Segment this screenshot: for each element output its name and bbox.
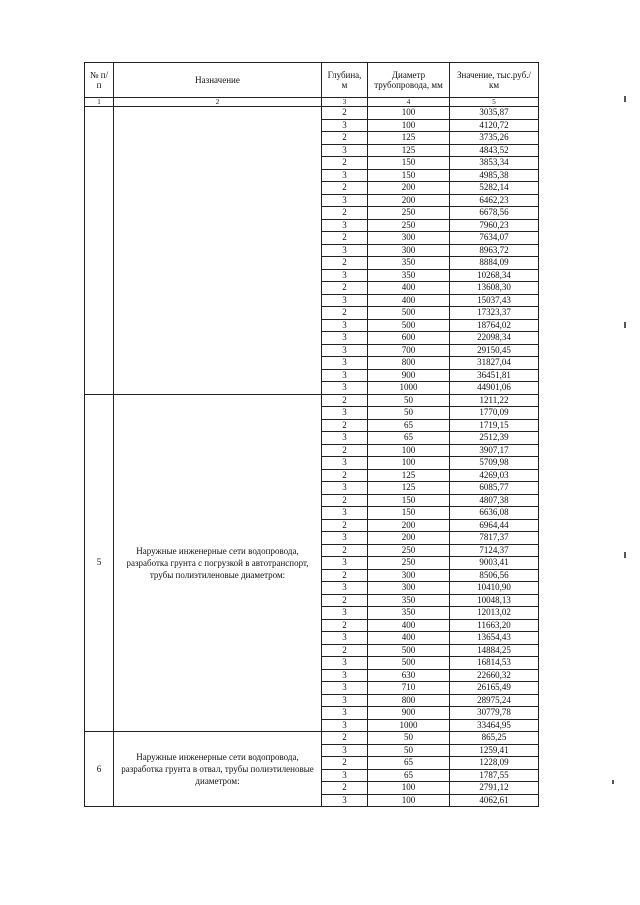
- diameter-cell: 65: [368, 432, 450, 445]
- diameter-cell: 500: [368, 319, 450, 332]
- depth-cell: 3: [322, 244, 368, 257]
- value-cell: 13608,30: [450, 282, 539, 295]
- header-number: № п/п: [85, 63, 114, 98]
- diameter-cell: 500: [368, 657, 450, 670]
- value-cell: 7960,23: [450, 219, 539, 232]
- depth-cell: 2: [322, 782, 368, 795]
- diameter-cell: 250: [368, 207, 450, 220]
- value-cell: 6462,23: [450, 194, 539, 207]
- diameter-cell: 350: [368, 607, 450, 620]
- value-cell: 17323,37: [450, 307, 539, 320]
- diameter-cell: 710: [368, 682, 450, 695]
- depth-cell: 3: [322, 532, 368, 545]
- value-cell: 16814,53: [450, 657, 539, 670]
- depth-cell: 2: [322, 207, 368, 220]
- depth-cell: 3: [322, 744, 368, 757]
- value-cell: 1770,09: [450, 407, 539, 420]
- diameter-cell: 900: [368, 707, 450, 720]
- diameter-cell: 350: [368, 594, 450, 607]
- diameter-cell: 300: [368, 569, 450, 582]
- diameter-cell: 125: [368, 132, 450, 145]
- depth-cell: 3: [322, 507, 368, 520]
- value-cell: 4807,38: [450, 494, 539, 507]
- diameter-cell: 50: [368, 394, 450, 407]
- depth-cell: 3: [322, 119, 368, 132]
- header-diameter: Диаметр трубопровода, мм: [368, 63, 450, 98]
- value-cell: 33464,95: [450, 719, 539, 732]
- diameter-cell: 350: [368, 269, 450, 282]
- depth-cell: 3: [322, 607, 368, 620]
- depth-cell: 3: [322, 657, 368, 670]
- diameter-cell: 100: [368, 457, 450, 470]
- value-cell: 7817,37: [450, 532, 539, 545]
- scan-mark: [624, 322, 626, 328]
- value-cell: 1211,22: [450, 394, 539, 407]
- diameter-cell: 125: [368, 482, 450, 495]
- header-value: Значение, тыс.руб./км: [450, 63, 539, 98]
- value-cell: 44901,06: [450, 382, 539, 395]
- diameter-cell: 350: [368, 257, 450, 270]
- depth-cell: 3: [322, 357, 368, 370]
- value-cell: 8963,72: [450, 244, 539, 257]
- depth-cell: 3: [322, 794, 368, 807]
- diameter-cell: 250: [368, 219, 450, 232]
- diameter-cell: 65: [368, 419, 450, 432]
- diameter-cell: 300: [368, 582, 450, 595]
- colnum-4: 4: [368, 98, 450, 107]
- table-row: [85, 732, 539, 745]
- depth-cell: 3: [322, 457, 368, 470]
- colnum-5: 5: [450, 98, 539, 107]
- value-cell: 2791,12: [450, 782, 539, 795]
- column-number-row: [85, 98, 539, 107]
- value-cell: 11663,20: [450, 619, 539, 632]
- depth-cell: 3: [322, 632, 368, 645]
- diameter-cell: 125: [368, 144, 450, 157]
- value-cell: 14884,25: [450, 644, 539, 657]
- diameter-cell: 150: [368, 169, 450, 182]
- value-cell: 1259,41: [450, 744, 539, 757]
- diameter-cell: 200: [368, 519, 450, 532]
- value-cell: 6964,44: [450, 519, 539, 532]
- depth-cell: 2: [322, 307, 368, 320]
- depth-cell: 3: [322, 369, 368, 382]
- depth-cell: 3: [322, 344, 368, 357]
- depth-cell: 3: [322, 669, 368, 682]
- diameter-cell: 800: [368, 357, 450, 370]
- depth-cell: 2: [322, 182, 368, 195]
- value-cell: 3735,26: [450, 132, 539, 145]
- depth-cell: 2: [322, 107, 368, 120]
- depth-cell: 3: [322, 382, 368, 395]
- diameter-cell: 100: [368, 794, 450, 807]
- value-cell: 6678,56: [450, 207, 539, 220]
- diameter-cell: 100: [368, 107, 450, 120]
- colnum-1: 1: [85, 98, 114, 107]
- table-row: [85, 394, 539, 407]
- depth-cell: 3: [322, 682, 368, 695]
- diameter-cell: 150: [368, 507, 450, 520]
- value-cell: 3907,17: [450, 444, 539, 457]
- depth-cell: 3: [322, 219, 368, 232]
- value-cell: 10268,34: [450, 269, 539, 282]
- depth-cell: 2: [322, 519, 368, 532]
- diameter-cell: 900: [368, 369, 450, 382]
- value-cell: 8884,09: [450, 257, 539, 270]
- value-cell: 28975,24: [450, 694, 539, 707]
- diameter-cell: 630: [368, 669, 450, 682]
- value-cell: 4120,72: [450, 119, 539, 132]
- depth-cell: 2: [322, 619, 368, 632]
- depth-cell: 2: [322, 469, 368, 482]
- diameter-cell: 500: [368, 307, 450, 320]
- depth-cell: 2: [322, 494, 368, 507]
- depth-cell: 2: [322, 282, 368, 295]
- value-cell: 8506,56: [450, 569, 539, 582]
- value-cell: 22660,32: [450, 669, 539, 682]
- diameter-cell: 150: [368, 157, 450, 170]
- diameter-cell: 300: [368, 232, 450, 245]
- value-cell: 6085,77: [450, 482, 539, 495]
- depth-cell: 2: [322, 132, 368, 145]
- value-cell: 15037,43: [450, 294, 539, 307]
- section-number: 6: [85, 732, 114, 807]
- value-cell: 3853,34: [450, 157, 539, 170]
- section-description: [114, 107, 322, 395]
- depth-cell: 3: [322, 319, 368, 332]
- diameter-cell: 400: [368, 282, 450, 295]
- value-cell: 6636,08: [450, 507, 539, 520]
- diameter-cell: 250: [368, 544, 450, 557]
- diameter-cell: 500: [368, 644, 450, 657]
- diameter-cell: 250: [368, 557, 450, 570]
- value-cell: 5709,98: [450, 457, 539, 470]
- diameter-cell: 150: [368, 494, 450, 507]
- depth-cell: 2: [322, 594, 368, 607]
- value-cell: 10410,90: [450, 582, 539, 595]
- section-description: Наружные инженерные сети водопровода, разработка грунта в отвал, трубы полиэтиленовые диаметром:: [114, 732, 322, 807]
- value-cell: 3035,87: [450, 107, 539, 120]
- section-number: 5: [85, 394, 114, 732]
- value-cell: 7124,37: [450, 544, 539, 557]
- scan-mark: [624, 96, 626, 102]
- diameter-cell: 400: [368, 294, 450, 307]
- value-cell: 7634,07: [450, 232, 539, 245]
- scan-mark: [612, 780, 614, 784]
- colnum-2: 2: [114, 98, 322, 107]
- diameter-cell: 1000: [368, 382, 450, 395]
- value-cell: 5282,14: [450, 182, 539, 195]
- value-cell: 29150,45: [450, 344, 539, 357]
- depth-cell: 2: [322, 544, 368, 557]
- diameter-cell: 65: [368, 757, 450, 770]
- depth-cell: 3: [322, 194, 368, 207]
- depth-cell: 2: [322, 644, 368, 657]
- value-cell: 4843,52: [450, 144, 539, 157]
- diameter-cell: 100: [368, 444, 450, 457]
- value-cell: 4269,03: [450, 469, 539, 482]
- value-cell: 4985,38: [450, 169, 539, 182]
- diameter-cell: 1000: [368, 719, 450, 732]
- diameter-cell: 200: [368, 194, 450, 207]
- diameter-cell: 50: [368, 744, 450, 757]
- depth-cell: 3: [322, 769, 368, 782]
- depth-cell: 2: [322, 569, 368, 582]
- colnum-3: 3: [322, 98, 368, 107]
- value-cell: 13654,43: [450, 632, 539, 645]
- depth-cell: 2: [322, 444, 368, 457]
- header-depth: Глубина, м: [322, 63, 368, 98]
- diameter-cell: 400: [368, 619, 450, 632]
- diameter-cell: 400: [368, 632, 450, 645]
- value-cell: 12013,02: [450, 607, 539, 620]
- depth-cell: 3: [322, 407, 368, 420]
- table-body: [85, 107, 539, 807]
- depth-cell: 3: [322, 694, 368, 707]
- diameter-cell: 200: [368, 182, 450, 195]
- depth-cell: 3: [322, 582, 368, 595]
- diameter-cell: 65: [368, 769, 450, 782]
- value-cell: 30779,78: [450, 707, 539, 720]
- diameter-cell: 600: [368, 332, 450, 345]
- depth-cell: 3: [322, 432, 368, 445]
- value-cell: 26165,49: [450, 682, 539, 695]
- value-cell: 865,25: [450, 732, 539, 745]
- depth-cell: 3: [322, 482, 368, 495]
- value-cell: 4062,61: [450, 794, 539, 807]
- depth-cell: 2: [322, 232, 368, 245]
- depth-cell: 2: [322, 419, 368, 432]
- value-cell: 36451,81: [450, 369, 539, 382]
- diameter-cell: 100: [368, 119, 450, 132]
- depth-cell: 2: [322, 157, 368, 170]
- depth-cell: 2: [322, 732, 368, 745]
- depth-cell: 3: [322, 707, 368, 720]
- value-cell: 1228,09: [450, 757, 539, 770]
- diameter-cell: 50: [368, 407, 450, 420]
- depth-cell: 2: [322, 394, 368, 407]
- depth-cell: 3: [322, 294, 368, 307]
- value-cell: 31827,04: [450, 357, 539, 370]
- value-cell: 18764,02: [450, 319, 539, 332]
- depth-cell: 3: [322, 332, 368, 345]
- section-number: [85, 107, 114, 395]
- value-cell: 22098,34: [450, 332, 539, 345]
- table-header-row: [85, 63, 539, 98]
- depth-cell: 3: [322, 719, 368, 732]
- depth-cell: 3: [322, 144, 368, 157]
- diameter-cell: 200: [368, 532, 450, 545]
- depth-cell: 3: [322, 557, 368, 570]
- value-cell: 9003,41: [450, 557, 539, 570]
- price-table: [84, 62, 539, 807]
- diameter-cell: 700: [368, 344, 450, 357]
- value-cell: 2512,39: [450, 432, 539, 445]
- depth-cell: 2: [322, 257, 368, 270]
- depth-cell: 3: [322, 169, 368, 182]
- diameter-cell: 125: [368, 469, 450, 482]
- diameter-cell: 300: [368, 244, 450, 257]
- depth-cell: 3: [322, 269, 368, 282]
- diameter-cell: 800: [368, 694, 450, 707]
- scan-mark: [624, 552, 626, 558]
- value-cell: 1719,15: [450, 419, 539, 432]
- diameter-cell: 100: [368, 782, 450, 795]
- depth-cell: 2: [322, 757, 368, 770]
- table-row: [85, 107, 539, 120]
- header-purpose: Назначение: [114, 63, 322, 98]
- value-cell: 10048,13: [450, 594, 539, 607]
- value-cell: 1787,55: [450, 769, 539, 782]
- diameter-cell: 50: [368, 732, 450, 745]
- section-description: Наружные инженерные сети водопровода, разработка грунта с погрузкой в автотранспорт, трубы полиэтиленовые диаметром:: [114, 394, 322, 732]
- document-page: [84, 62, 538, 807]
